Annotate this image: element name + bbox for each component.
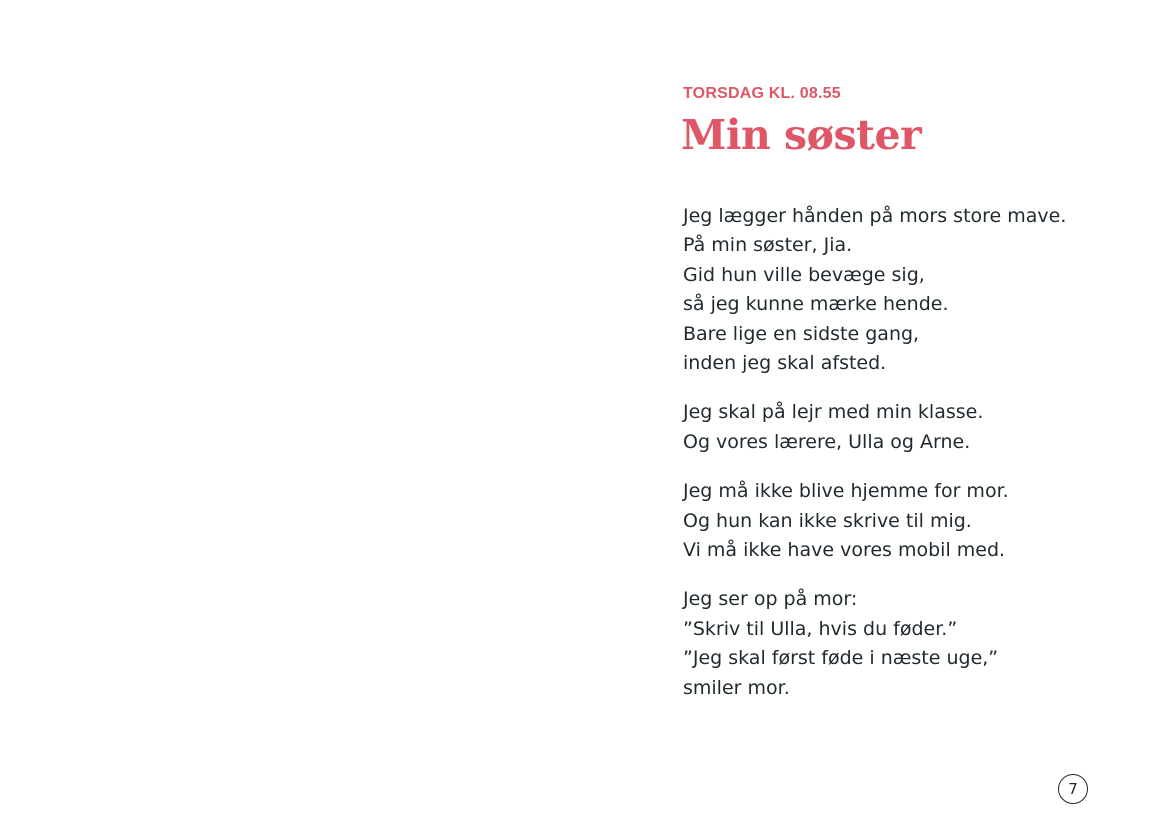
poem-line: ”Jeg skal først føde i næste uge,” (683, 647, 999, 670)
poem-body (683, 202, 1143, 703)
chapter-content (683, 84, 1143, 723)
page-number: 7 (1068, 780, 1078, 798)
poem-line: Jeg skal på lejr med min klasse. (683, 401, 984, 424)
poem-line: smiler mor. (683, 676, 790, 699)
poem-line: Og vores lærere, Ulla og Arne. (683, 430, 971, 453)
stanza (683, 585, 1143, 703)
poem-line: Jeg lægger hånden på mors store mave. (683, 205, 1067, 227)
chapter-timestamp: TORSDAG KL. 08.55 (683, 85, 841, 102)
poem-line: Og hun kan ikke skrive til mig. (683, 509, 972, 532)
stanza (683, 398, 1143, 457)
page-number-badge (1058, 774, 1088, 804)
stanza (683, 202, 1143, 378)
poem-line: Jeg ser op på mor: (683, 588, 858, 611)
chapter-title: Min søster (681, 111, 922, 159)
poem-line: ”Skriv til Ulla, hvis du føder.” (683, 617, 958, 640)
poem-line: Vi må ikke have vores mobil med. (683, 539, 1006, 562)
stanza (683, 477, 1143, 565)
poem-line: inden jeg skal afsted. (683, 352, 887, 375)
poem-line: Gid hun ville bevæge sig, (683, 263, 925, 286)
poem-line: Bare lige en sidste gang, (683, 322, 920, 345)
poem-line: Jeg må ikke blive hjemme for mor. (683, 480, 1009, 503)
poem-line: På min søster, Jia. (683, 234, 853, 257)
poem-line: så jeg kunne mærke hende. (683, 293, 949, 316)
